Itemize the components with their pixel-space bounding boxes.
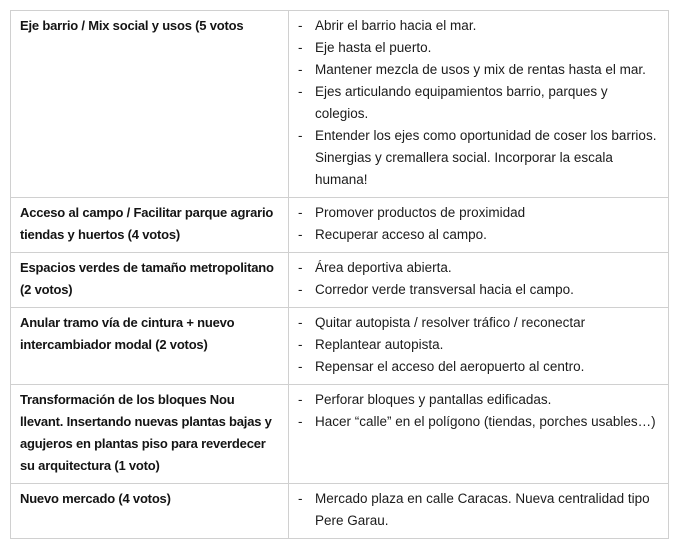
bullet-dash-marker: -: [298, 491, 303, 506]
bullets-cell: [289, 253, 669, 308]
bullet-dash-marker: -: [298, 205, 303, 220]
bullets-cell: [289, 11, 669, 198]
bullet-dash-marker: -: [298, 315, 303, 330]
bullet-dash-marker: -: [298, 128, 303, 143]
bullet-dash-marker: -: [298, 337, 303, 352]
bullet-text: Mantener mezcla de usos y mix de rentas hasta el mar.: [315, 62, 646, 77]
bullet-text: Entender los ejes como oportunidad de coser los barrios. Sinergias y cremallera social. Incorporar la escala humana!: [315, 128, 657, 187]
topic-cell: [11, 11, 289, 198]
bullet-text: Corredor verde transversal hacia el campo.: [315, 282, 574, 297]
bullet-item: [298, 15, 660, 37]
topic-text: Eje barrio / Mix social y usos (5 votos: [20, 18, 244, 33]
bullet-item: [298, 389, 660, 411]
table-row: [11, 484, 669, 539]
bullet-item: [298, 312, 660, 334]
bullet-item: [298, 279, 660, 301]
bullet-dash-marker: -: [298, 414, 303, 429]
bullet-dash-marker: -: [298, 359, 303, 374]
topic-text: Espacios verdes de tamaño metropolitano (2 votos): [20, 260, 274, 297]
topic-text: Nuevo mercado (4 votos): [20, 491, 171, 506]
bullet-text: Eje hasta el puerto.: [315, 40, 432, 55]
table-row: [11, 11, 669, 198]
bullet-item: [298, 37, 660, 59]
topic-cell: [11, 385, 289, 484]
bullet-text: Perforar bloques y pantallas edificadas.: [315, 392, 552, 407]
bullet-text: Área deportiva abierta.: [315, 260, 452, 275]
bullet-text: Mercado plaza en calle Caracas. Nueva centralidad tipo Pere Garau.: [315, 491, 650, 528]
bullet-dash-marker: -: [298, 392, 303, 407]
bullet-text: Replantear autopista.: [315, 337, 444, 352]
bullet-text: Abrir el barrio hacia el mar.: [315, 18, 477, 33]
bullets-cell: [289, 385, 669, 484]
topic-text: Transformación de los bloques Nou llevant. Insertando nuevas plantas bajas y agujeros en plantas piso para reverdecer su arquitectura (1 voto): [20, 392, 272, 473]
bullet-item: [298, 257, 660, 279]
bullet-text: Hacer “calle” en el polígono (tiendas, porches usables…): [315, 414, 656, 429]
topic-cell: [11, 484, 289, 539]
bullet-dash-marker: -: [298, 18, 303, 33]
bullet-dash-marker: -: [298, 62, 303, 77]
table-row: [11, 308, 669, 385]
bullet-item: [298, 356, 660, 378]
table-row: [11, 198, 669, 253]
bullet-text: Promover productos de proximidad: [315, 205, 526, 220]
topic-cell: [11, 253, 289, 308]
bullet-item: [298, 334, 660, 356]
bullet-dash-marker: -: [298, 282, 303, 297]
bullet-item: [298, 125, 660, 191]
bullet-item: [298, 411, 660, 433]
topic-cell: [11, 308, 289, 385]
table-row: [11, 385, 669, 484]
table-body: [11, 11, 669, 539]
bullets-cell: [289, 198, 669, 253]
bullets-cell: [289, 308, 669, 385]
topics-votes-table: [10, 10, 669, 539]
bullet-text: Ejes articulando equipamientos barrio, parques y colegios.: [315, 84, 608, 121]
bullets-cell: [289, 484, 669, 539]
bullet-dash-marker: -: [298, 40, 303, 55]
bullet-text: Repensar el acceso del aeropuerto al centro.: [315, 359, 585, 374]
bullet-item: [298, 59, 660, 81]
bullet-item: [298, 81, 660, 125]
bullet-dash-marker: -: [298, 227, 303, 242]
bullet-text: Recuperar acceso al campo.: [315, 227, 487, 242]
topic-cell: [11, 198, 289, 253]
table-row: [11, 253, 669, 308]
bullet-text: Quitar autopista / resolver tráfico / reconectar: [315, 315, 586, 330]
bullet-dash-marker: -: [298, 84, 303, 99]
topic-text: Anular tramo vía de cintura + nuevo intercambiador modal (2 votos): [20, 315, 235, 352]
bullet-item: [298, 224, 660, 246]
topic-text: Acceso al campo / Facilitar parque agrario tiendas y huertos (4 votos): [20, 205, 274, 242]
bullet-item: [298, 202, 660, 224]
bullet-dash-marker: -: [298, 260, 303, 275]
bullet-item: [298, 488, 660, 532]
